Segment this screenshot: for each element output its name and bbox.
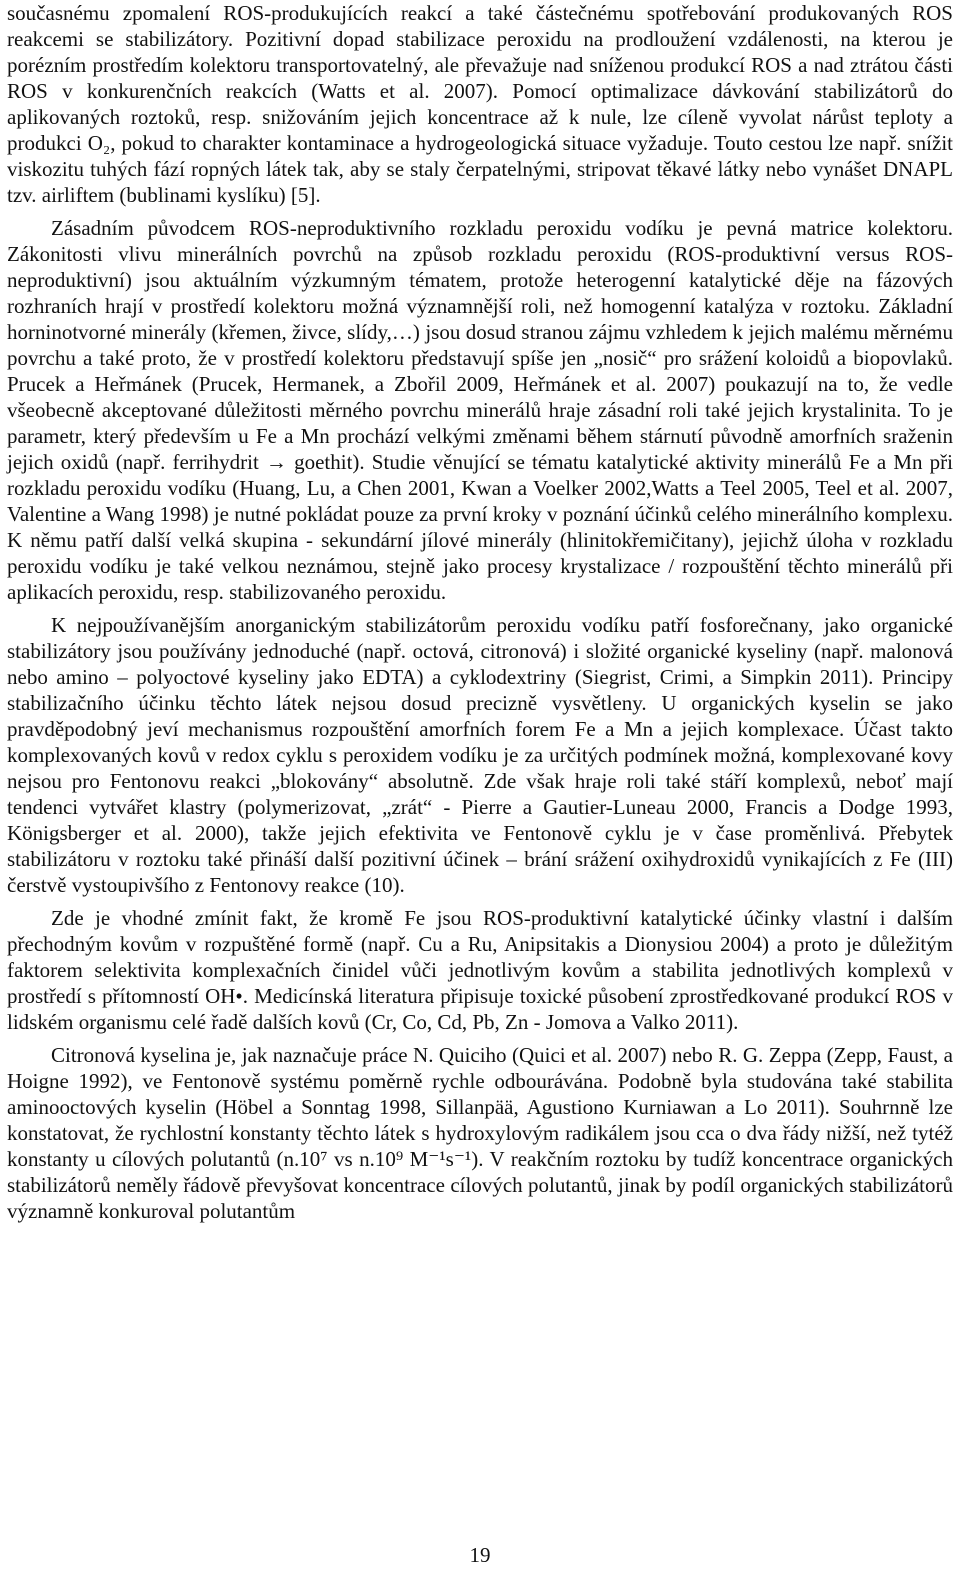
page-number: 19 bbox=[469, 1543, 491, 1567]
paragraph-continuation: současnému zpomalení ROS-produkujících reakcí a také částečnému spotřebování produkovaných ROS reakcemi se stabilizátory. Pozitivní dopad stabilizace peroxidu na prodloužení vzdálenosti, na kterou je porézním prostředím kolektoru transportovatelný, ale převažuje nad sníženou produkcí ROS a nad ztrátou části ROS v konkurenčních reakcích (Watts et al. 2007). Pomocí optimalizace dávkování stabilizátorů do aplikovaných roztoků, resp. snižováním jejich koncentrace až k nule, lze cíleně vyvolat nárůst teploty a produkci O₂, pokud to charakter kontaminace a hydrogeologická situace vyžaduje. Touto cestou lze např. snížit viskozitu tuhých fází ropných látek tak, aby se staly čerpatelnými, stripovat těkavé látky nebo vynášet DNAPL tzv. airliftem (bublinami kyslíku) [5]. bbox=[7, 1, 953, 207]
paragraph-transition-metals: Zde je vhodné zmínit fakt, že kromě Fe jsou ROS-produktivní katalytické účinky vlastní i dalším přechodným kovům v rozpuštěné formě (např. Cu a Ru, Anipsitakis a Dionysiou 2004) a proto je důležitým faktorem selektivita komplexačních činidel vůči jednotlivým kovům a stabilita jednotlivých komplexů v prostředí s přítomností OH•. Medicínská literatura připisuje toxické působení zprostředkované produkcí ROS v lidském organismu celé řadě dalších kovů (Cr, Co, Cd, Pb, Zn - Jomova a Valko 2011). bbox=[7, 906, 953, 1034]
document-page bbox=[7, 0, 953, 1231]
paragraph-matrix-decomposition: Zásadním původcem ROS-neproduktivního rozkladu peroxidu vodíku je pevná matrice kolektoru. Zákonitosti vlivu minerálních povrchů na způsob rozkladu peroxidu (ROS-produktivní versus ROS-neproduktivní) jsou aktuálním výzkumným tématem, protože heterogenní katalytické děje na fázových rozhraních hrají v prostředí kolektoru možná významnější roli, než homogenní katalýza v roztoku. Základní horninotvorné minerály (křemen, živce, slídy,…) jsou dosud stranou zájmu vzhledem k jejich malému měrnému povrchu a také proto, že v prostředí kolektoru představují spíše jen „nosič“ pro srážení koloidů a biopovlaků. Prucek a Heřmánek (Prucek, Hermanek, a Zbořil 2009, Heřmánek et al. 2007) poukazují na to, že vedle všeobecně akceptované důležitosti měrného povrchu minerálů hraje zásadní roli také jejich krystalinita. To je parametr, který především u Fe a Mn prochází velkými změnami během stárnutí původně amorfních sraženin jejich oxidů (např. ferrihydrit → goethit). Studie věnující se tématu katalytické aktivity minerálů Fe a Mn při rozkladu peroxidu vodíku (Huang, Lu, a Chen 2001, Kwan a Voelker 2002,Watts a Teel 2005, Teel et al. 2007, Valentine a Wang 1998) je nutné pokládat pouze za první kroky v poznání účinků celého minerálního komplexu. K němu patří další velká skupina - sekundární jílové minerály (hlinitokřemičitany), jejichž úloha v rozkladu peroxidu vodíku je také velkou neznámou, stejně jako procesy krystalizace / rozpouštění těchto minerálů při aplikacích peroxidu, resp. stabilizovaného peroxidu. bbox=[7, 216, 953, 604]
paragraph-stabilizers: K nejpoužívanějším anorganickým stabilizátorům peroxidu vodíku patří fosforečnany, jako organické stabilizátory jsou používány jednoduché (např. octová, citronová) i složité organické kyseliny (např. malonová nebo amino – polyoctové kyseliny jako EDTA) a cyklodextriny (Siegrist, Crimi, a Simpkin 2011). Principy stabilizačního účinku těchto látek nejsou dosud precizně vysvětleny. U organických kyselin se jako pravděpodobný jeví mechanismus rozpouštění amorfních forem Fe a Mn a jejich komplexace. Účast takto komplexovaných kovů v redox cyklu s peroxidem vodíku je za určitých podmínek možná, komplexované kovy nejsou pro Fentonovu reakci „blokovány“ absolutně. Zde však hraje roli také stáří komplexů, neboť mají tendenci vytvářet klastry (polymerizovat, „zrát“ - Pierre a Gautier-Luneau 2000, Francis a Dodge 1993, Königsberger et al. 2000), takže jejich efektivita ve Fentonově cyklu je v čase proměnlivá. Přebytek stabilizátoru v roztoku také přináší další pozitivní účinek – brání srážení oxihydroxidů vynikajících z Fe (III) čerstvě vystoupivšího z Fentonovy reakce (10). bbox=[7, 613, 953, 897]
paragraph-citric-acid: Citronová kyselina je, jak naznačuje práce N. Quiciho (Quici et al. 2007) nebo R. G. Zeppa (Zepp, Faust, a Hoigne 1992), ve Fentonově systému poměrně rychle odbourávána. Podobně byla studována také stabilita aminooctových kyselin (Höbel a Sonntag 1998, Sillanpää, Agustiono Kurniawan a Lo 2011). Souhrnně lze konstatovat, že rychlostní konstanty těchto látek s hydroxylovým radikálem jsou cca o dva řády nižší, než tytéž konstanty u cílových polutantů (n.10⁷ vs n.10⁹ M⁻¹s⁻¹). V reakčním roztoku by tudíž koncentrace organických stabilizátorů neměly řádově převyšovat koncentrace cílových polutantů, jinak by podíl organických stabilizátorů významně konkuroval polutantům bbox=[7, 1043, 953, 1223]
